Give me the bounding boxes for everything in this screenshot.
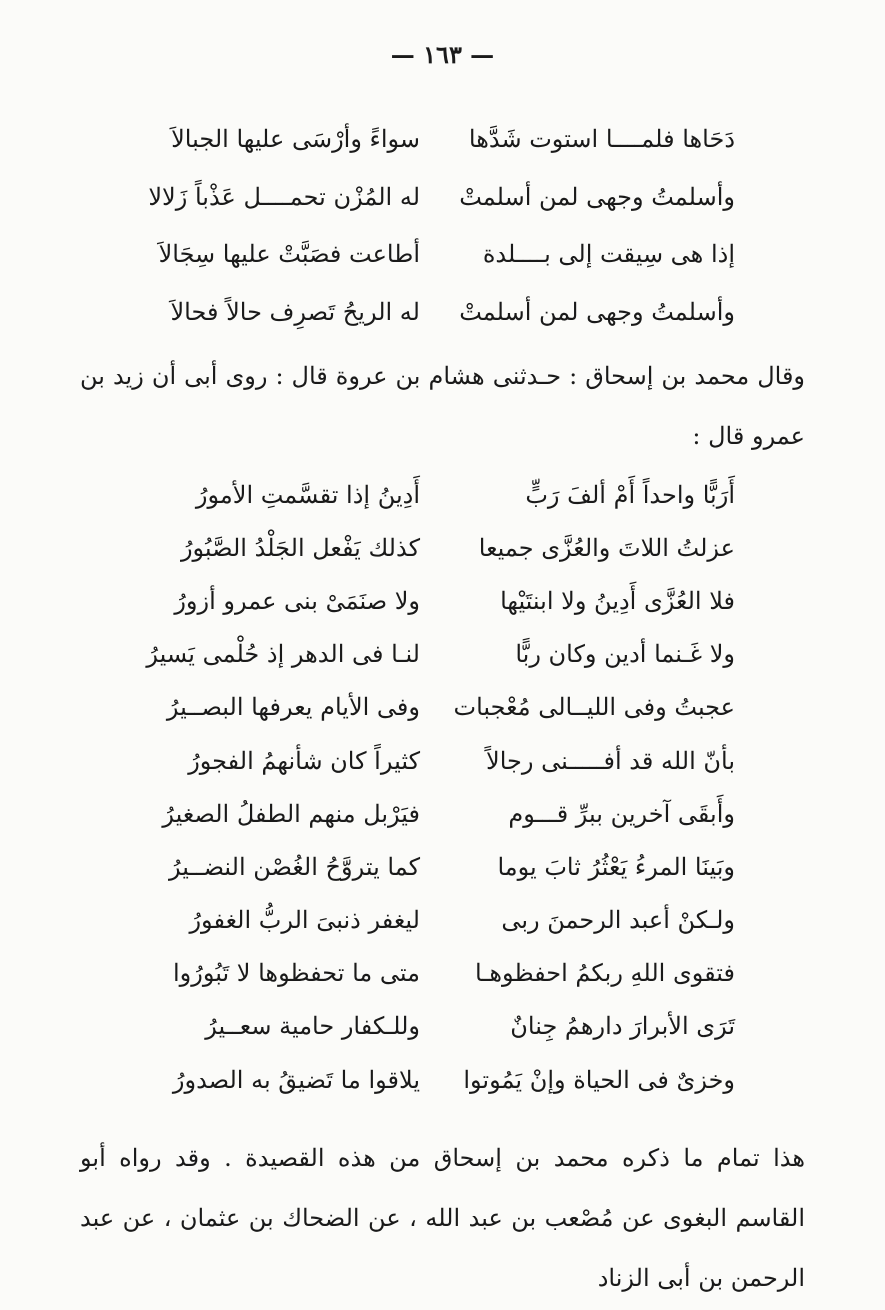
verse bbox=[150, 734, 735, 787]
hemistich-second: أَدِينُ إذا تقسَّمتِ الأمورُ bbox=[195, 480, 420, 509]
paragraph-closing: هذا تمام ما ذكره محمد بن إسحاق من هذه القصيدة . وقد رواه أبو القاسم البغوى عن مُصْعب بن عبد الله ، عن الضحاك بن عثمان ، عن عبد الرحمن بن أبى الزناد bbox=[80, 1144, 805, 1292]
verse bbox=[146, 628, 735, 681]
verse bbox=[150, 894, 735, 947]
hemistich-second: لنـا فى الدهر إذ حُلْمى يَسيرُ bbox=[146, 640, 420, 669]
hemistich-first: ولا غَـنما أدين وكان ربًّا bbox=[515, 640, 735, 669]
hemistich-second: كذلك يَفْعل الجَلْدُ الصَّبُورُ bbox=[180, 533, 420, 562]
hemistich-first: وأسلمتُ وجهى لمن أسلمتْ bbox=[459, 182, 735, 211]
hemistich-second: متى ما تحفظوها لا تَبُورُوا bbox=[172, 959, 420, 988]
hemistich-second: له الريحُ تَصرِف حالاً فحالاَ bbox=[170, 298, 420, 327]
verse bbox=[150, 283, 735, 341]
hemistich-first: إذا هى سِيقت إلى بــــلدة bbox=[482, 240, 735, 269]
hemistich-first: فلا العُزَّى أَدِينُ ولا ابنتَيْها bbox=[500, 586, 735, 615]
verse bbox=[150, 787, 735, 840]
hemistich-second: فيَرْبل منهم الطفلُ الصغيرُ bbox=[162, 799, 420, 828]
verse bbox=[150, 168, 735, 226]
poem-stanza-2 bbox=[146, 468, 735, 1106]
hemistich-second: يلاقوا ما تَضيقُ به الصدورُ bbox=[172, 1065, 420, 1094]
poem-stanza-1 bbox=[150, 110, 735, 341]
verse bbox=[150, 110, 735, 168]
hemistich-first: دَحَاها فلمــــا استوت شَدَّها bbox=[468, 124, 735, 153]
verse bbox=[150, 468, 735, 521]
hemistich-first: وبَينَا المرءُ يَعْثُرُ ثابَ يوما bbox=[497, 852, 735, 881]
hemistich-second: ليغفر ذنبىَ الربُّ الغفورُ bbox=[189, 906, 420, 935]
hemistich-second: وللـكفار حامية سعــيرُ bbox=[205, 1012, 420, 1041]
hemistich-second: ولا صنَمَىْ بنى عمرو أزورُ bbox=[174, 586, 420, 615]
page-number: — ١٦٣ — bbox=[390, 40, 495, 69]
hemistich-first: ولـكنْ أعبد الرحمنَ ربى bbox=[501, 906, 735, 935]
hemistich-second: وفى الأيام يعرفها البصــيرُ bbox=[166, 693, 420, 722]
verse bbox=[150, 1053, 735, 1106]
verse bbox=[150, 947, 735, 1000]
hemistich-second: كثيراً كان شأنهمُ الفجورُ bbox=[188, 746, 420, 775]
hemistich-second: أطاعت فصَبَّتْ عليها سِجَالاَ bbox=[158, 240, 420, 269]
verse bbox=[150, 521, 735, 574]
hemistich-first: وأسلمتُ وجهى لمن أسلمتْ bbox=[459, 298, 735, 327]
hemistich-first: أَرَبًّا واحداً أَمْ ألفَ رَبٍّ bbox=[525, 480, 735, 509]
hemistich-first: وخزىٌ فى الحياة وإنْ يَمُوتوا bbox=[463, 1065, 735, 1094]
hemistich-first: عجبتُ وفى الليــالى مُعْجبات bbox=[453, 693, 735, 722]
hemistich-second: كما يتروَّحُ الغُصْن النضــيرُ bbox=[169, 852, 420, 881]
verse bbox=[150, 574, 735, 627]
hemistich-first: عزلتُ اللاتَ والعُزَّى جميعا bbox=[478, 533, 735, 562]
verse bbox=[150, 840, 735, 893]
hemistich-second: سواءً وأرْسَى عليها الجبالاَ bbox=[171, 124, 420, 153]
hemistich-first: بأنّ الله قد أفـــــنى رجالاً bbox=[486, 746, 735, 775]
paragraph-intro: وقال محمد بن إسحاق : حـدثنى هشام بن عروة قال : روى أبى أن زيد بن عمرو قال : bbox=[80, 362, 805, 450]
verse bbox=[150, 1000, 735, 1053]
hemistich-first: فتقوى اللهِ ربكمُ احفظوهـا bbox=[475, 959, 735, 988]
verse bbox=[150, 226, 735, 284]
verse bbox=[150, 681, 735, 734]
hemistich-first: وأَبقَى آخرين ببرِّ قـــوم bbox=[508, 799, 735, 828]
hemistich-first: تَرَى الأبرارَ دارهمُ جِنانٌ bbox=[510, 1012, 735, 1041]
hemistich-second: له المُزْن تحمــــل عَذْباً زَلالا bbox=[148, 182, 420, 211]
